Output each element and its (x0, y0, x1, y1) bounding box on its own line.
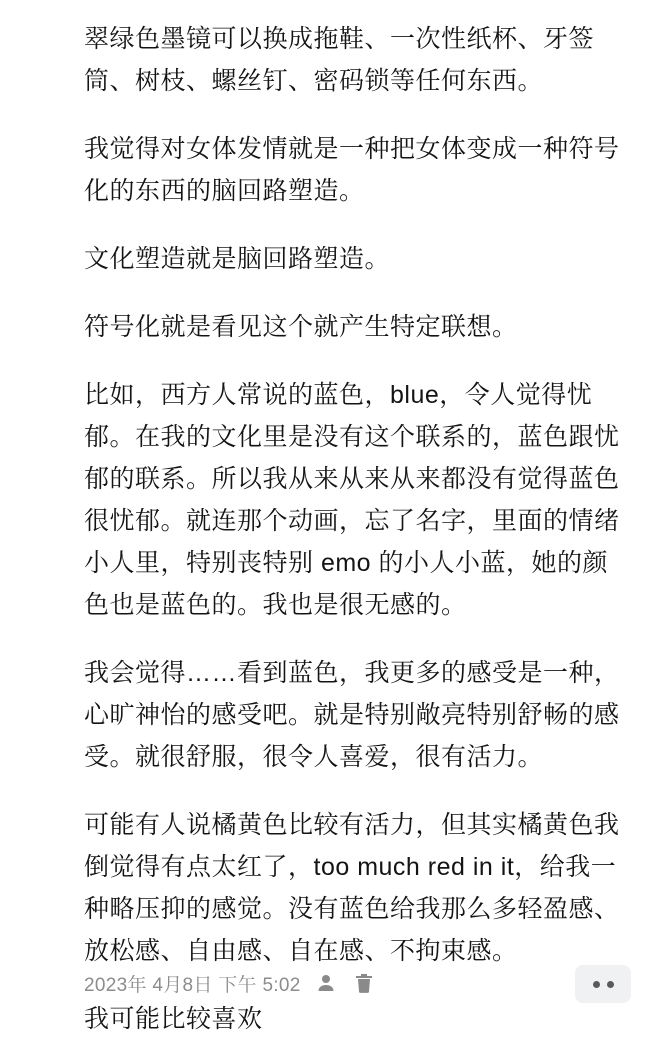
paragraph: 我可能比较喜欢 (84, 1005, 263, 1033)
paragraph: 文化塑造就是脑回路塑造。 (84, 245, 391, 273)
more-dot (607, 981, 614, 988)
paragraph: 翠绿色墨镜可以换成拖鞋、一次性纸杯、牙签筒、树枝、螺丝钉、密码锁等任何东西。 (84, 25, 595, 95)
paragraph: 我觉得对女体发情就是一种把女体变成一种符号化的东西的脑回路塑造。 (84, 135, 620, 205)
paragraph: 比如，西方人常说的蓝色，blue，令人觉得忧郁。在我的文化里是没有这个联系的，蓝色跟忧郁的联系。所以我从来从来从来都没有觉得蓝色很忧郁。就连那个动画，忘了名字，里面的情绪小人里，特别丧特别 emo 的小人小蓝，她的颜色也是蓝色的。我也是很无感的。 (84, 381, 620, 619)
more-options-button[interactable] (575, 965, 631, 1003)
person-icon[interactable] (315, 971, 337, 995)
message-footer (84, 961, 631, 1005)
trash-icon[interactable] (353, 971, 375, 995)
paragraph: 可能有人说橘黄色比较有活力，但其实橘黄色我倒觉得有点太红了，too much red in it，给我一种略压抑的感觉。没有蓝色给我那么多轻盈感、放松感、自由感、自在感、不拘束感。 (84, 811, 620, 965)
more-dot (593, 981, 600, 988)
timestamp: 2023年 4月8日 下午 5:02 (84, 974, 301, 996)
paragraph: 我会觉得……看到蓝色，我更多的感受是一种，心旷神怡的感受吧。就是特别敞亮特别舒畅的感受。就很舒服，很令人喜爱，很有活力。 (84, 659, 620, 771)
footer-action-icons (315, 971, 375, 995)
paragraph: 符号化就是看见这个就产生特定联想。 (84, 313, 518, 341)
